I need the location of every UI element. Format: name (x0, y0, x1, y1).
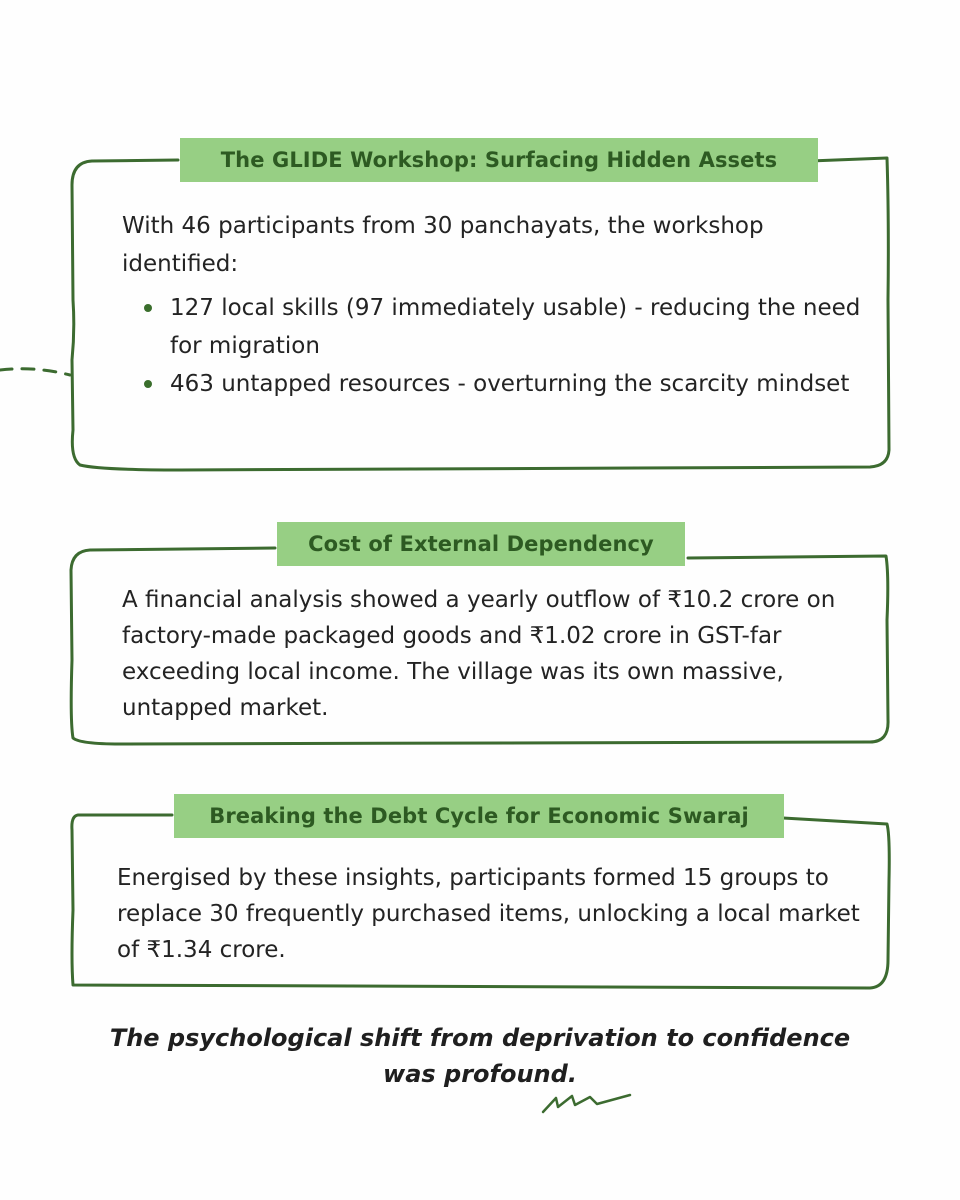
section-body: A financial analysis showed a yearly outflow of ₹10.2 crore on factory-made packaged goods and ₹1.02 crore in GST-far exceeding local income. The village was its own massive, untapped market. (122, 587, 836, 721)
list-item: 463 untapped resources - overturning the scarcity mindset (122, 365, 862, 403)
scribble-mark (543, 1095, 630, 1112)
section-body: Energised by these insights, participants formed 15 groups to replace 30 frequently purchased items, unlocking a local market of ₹1.34 crore. (117, 865, 860, 963)
section-body (122, 207, 862, 403)
section-title-tag: Cost of External Dependency (277, 522, 685, 566)
findings-list (122, 289, 862, 403)
section-intro: With 46 participants from 30 panchayats, the workshop identified: (122, 213, 764, 277)
closing-statement: The psychological shift from deprivation to confidence was profound. (109, 1024, 851, 1088)
connector-dashes (0, 369, 70, 375)
section-title-tag: Breaking the Debt Cycle for Economic Swaraj (174, 794, 784, 838)
section-title-tag: The GLIDE Workshop: Surfacing Hidden Assets (180, 138, 818, 182)
list-item: 127 local skills (97 immediately usable) - reducing the need for migration (122, 289, 862, 365)
